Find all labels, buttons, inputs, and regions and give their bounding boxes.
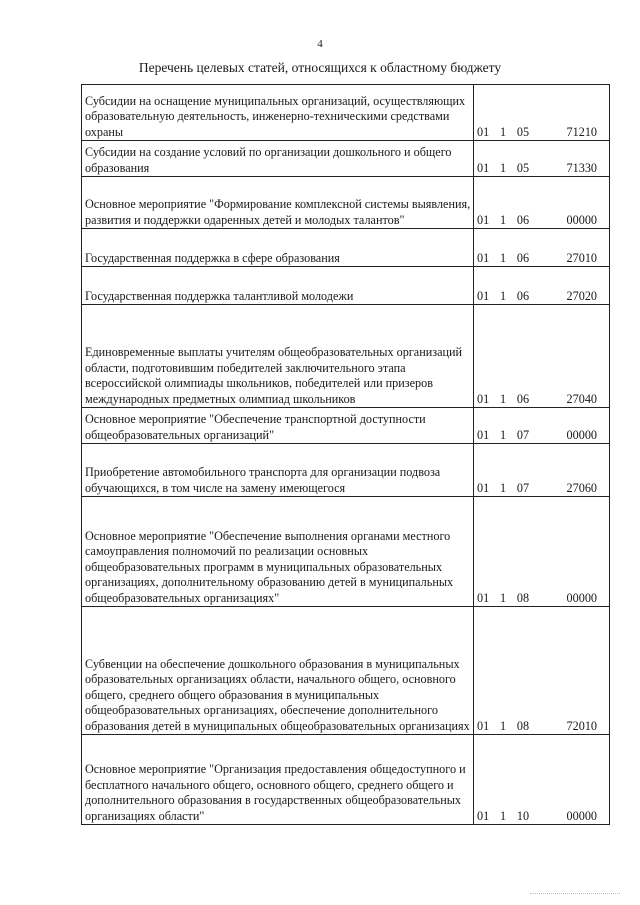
item-code	[474, 177, 610, 229]
code-event: 07	[516, 427, 530, 442]
code-direction: 71210	[566, 124, 597, 139]
table-row	[82, 408, 610, 444]
code-event: 06	[516, 250, 530, 265]
code-subprogram: 1	[499, 427, 507, 442]
item-code	[474, 735, 610, 825]
code-subprogram: 1	[499, 124, 507, 139]
item-code	[474, 444, 610, 497]
code-direction: 27040	[566, 391, 597, 406]
code-subprogram: 1	[499, 212, 507, 227]
code-subprogram: 1	[499, 590, 507, 605]
item-code	[474, 267, 610, 305]
code-program: 01	[477, 288, 490, 303]
code-program: 01	[477, 427, 490, 442]
code-subprogram: 1	[499, 160, 507, 175]
item-name: Приобретение автомобильного транспорта для организации подвоза обучающихся, в том числе на замену имеющегося	[82, 444, 474, 497]
code-direction: 27020	[566, 288, 597, 303]
item-code	[474, 497, 610, 607]
code-subprogram: 1	[499, 718, 507, 733]
code-program: 01	[477, 808, 490, 823]
item-name: Основное мероприятие "Обеспечение транспортной доступности общеобразовательных организаций"	[82, 408, 474, 444]
code-event: 06	[516, 288, 530, 303]
code-direction: 71330	[566, 160, 597, 175]
code-event: 05	[516, 124, 530, 139]
table-row	[82, 444, 610, 497]
code-program: 01	[477, 160, 490, 175]
code-event: 08	[516, 590, 530, 605]
code-direction: 27060	[566, 480, 597, 495]
table-row	[82, 497, 610, 607]
code-subprogram: 1	[499, 808, 507, 823]
table-row	[82, 229, 610, 267]
code-event: 06	[516, 212, 530, 227]
code-subprogram: 1	[499, 250, 507, 265]
item-code	[474, 305, 610, 408]
item-name: Единовременные выплаты учителям общеобразовательных организаций области, подготовившим победителей заключительного этапа всероссийской олимпиады школьников, победителей или призеров международных предметных олимпиад школьников	[82, 305, 474, 408]
item-code	[474, 141, 610, 177]
table-row	[82, 267, 610, 305]
item-code	[474, 408, 610, 444]
code-direction: 72010	[566, 718, 597, 733]
table-row	[82, 85, 610, 141]
item-name: Основное мероприятие "Формирование комплексной системы выявления, развития и поддержки одаренных детей и молодых талантов"	[82, 177, 474, 229]
item-code	[474, 607, 610, 735]
table-row	[82, 305, 610, 408]
code-program: 01	[477, 212, 490, 227]
page-number: 4	[317, 38, 323, 50]
table-row	[82, 607, 610, 735]
code-event: 06	[516, 391, 530, 406]
code-event: 10	[516, 808, 530, 823]
code-direction: 00000	[566, 212, 597, 227]
code-program: 01	[477, 124, 490, 139]
code-event: 05	[516, 160, 530, 175]
code-program: 01	[477, 391, 490, 406]
target-items-table	[81, 84, 610, 825]
code-program: 01	[477, 480, 490, 495]
item-code	[474, 85, 610, 141]
code-program: 01	[477, 590, 490, 605]
item-code	[474, 229, 610, 267]
code-subprogram: 1	[499, 391, 507, 406]
footer-divider	[530, 893, 620, 894]
item-name: Основное мероприятие "Обеспечение выполнения органами местного самоуправления полномочий по реализации основных общеобразовательных программ в муниципальных образовательных организациях, дополнительному образованию детей в муниципальных общеобразовательных организациях"	[82, 497, 474, 607]
code-direction: 27010	[566, 250, 597, 265]
code-subprogram: 1	[499, 288, 507, 303]
item-name: Субсидии на оснащение муниципальных организаций, осуществляющих образовательную деятельность, инженерно-техническими средствами охраны	[82, 85, 474, 141]
code-subprogram: 1	[499, 480, 507, 495]
table-row	[82, 141, 610, 177]
table-row	[82, 735, 610, 825]
item-name: Субсидии на создание условий по организации дошкольного и общего образования	[82, 141, 474, 177]
code-direction: 00000	[566, 590, 597, 605]
item-name: Государственная поддержка в сфере образования	[82, 229, 474, 267]
code-direction: 00000	[566, 808, 597, 823]
table-row	[82, 177, 610, 229]
document-title: Перечень целевых статей, относящихся к областному бюджету	[138, 60, 502, 75]
code-event: 08	[516, 718, 530, 733]
code-event: 07	[516, 480, 530, 495]
code-direction: 00000	[566, 427, 597, 442]
code-program: 01	[477, 718, 490, 733]
code-program: 01	[477, 250, 490, 265]
item-name: Субвенции на обеспечение дошкольного образования в муниципальных образовательных организациях области, начального общего, основного общего, среднего общего образования в муниципальных общеобразовательных организациях, обеспечение дополнительного образования детей в муниципальных общеобразовательных организациях	[82, 607, 474, 735]
item-name: Государственная поддержка талантливой молодежи	[82, 267, 474, 305]
item-name: Основное мероприятие "Организация предоставления общедоступного и бесплатного начального общего, основного общего, среднего общего и дополнительного образования в государственных общеобразовательных организациях области"	[82, 735, 474, 825]
